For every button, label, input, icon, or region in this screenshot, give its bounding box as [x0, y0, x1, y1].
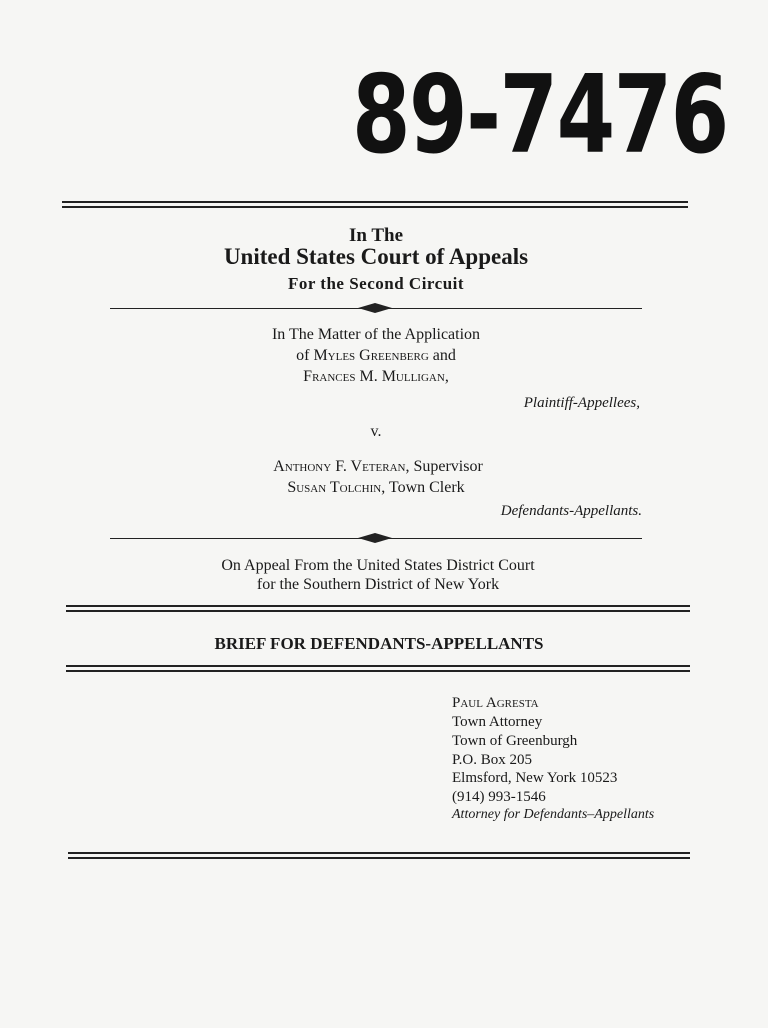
attorney-po-box: P.O. Box 205	[452, 752, 533, 768]
versus: v.	[370, 423, 382, 440]
heading-circuit: For the Second Circuit	[287, 274, 465, 293]
caption-matter-line3	[0, 368, 752, 386]
defendant1-title: , Supervisor	[405, 458, 483, 475]
attorney-name: Paul Agresta	[452, 695, 539, 711]
caption-matter-line1: In The Matter of the Application	[271, 326, 481, 343]
party-greenberg: Myles Greenberg	[313, 347, 429, 364]
defendant2-title: , Town Clerk	[381, 479, 465, 496]
lower-double-rule	[66, 665, 690, 672]
matter-suffix: and	[428, 347, 456, 364]
attorney-office: Town of Greenburgh	[452, 733, 578, 749]
docket-number: 89-7476	[352, 53, 728, 178]
brief-title: BRIEF FOR DEFENDANTS-APPELLANTS	[214, 634, 544, 653]
defendant-line2	[0, 479, 752, 497]
attorney-title: Town Attorney	[452, 714, 543, 730]
heading-in-the: In The	[348, 225, 404, 246]
top-double-rule	[62, 201, 688, 208]
defendant-tolchin: Susan Tolchin	[287, 479, 382, 496]
party-mulligan: Frances M. Mulligan	[303, 368, 445, 385]
appeal-line1: On Appeal From the United States District Court	[221, 557, 535, 574]
attorney-phone: (914) 993-1546	[452, 789, 546, 805]
middle-double-rule	[66, 605, 690, 612]
diamond-ornament-lower	[358, 538, 392, 543]
attorney-city: Elmsford, New York 10523	[452, 770, 618, 786]
plaintiff-role: Plaintiff-Appellees,	[523, 395, 640, 411]
defendant-role: Defendants-Appellants.	[500, 503, 642, 519]
appeal-line2: for the Southern District of New York	[256, 576, 500, 593]
attorney-role: Attorney for Defendants–Appellants	[452, 807, 655, 822]
defendant-line1	[0, 458, 756, 476]
party2-suffix: ,	[444, 368, 449, 385]
heading-court-name: United States Court of Appeals	[223, 244, 529, 269]
caption-matter-line2	[0, 347, 752, 365]
matter-prefix: of	[296, 347, 314, 364]
diamond-ornament-lower	[358, 308, 392, 313]
bottom-double-rule	[68, 852, 690, 859]
defendant-veteran: Anthony F. Veteran	[273, 458, 406, 475]
